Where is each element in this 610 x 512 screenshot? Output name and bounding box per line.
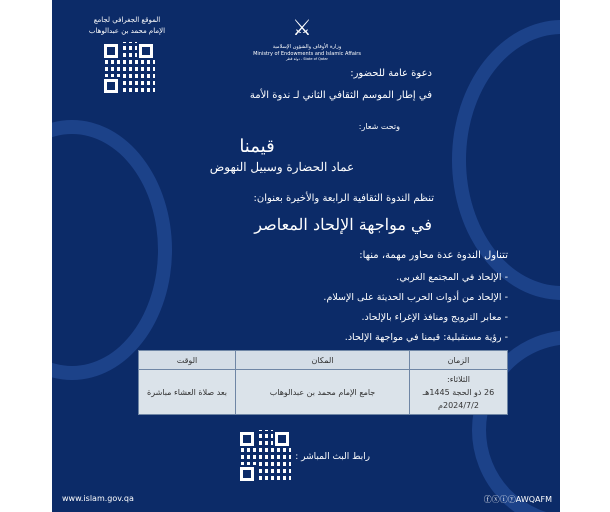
date-cell: الثلاثاء: 26 ذو الحجة 1445هـ 2024/7/2م — [410, 370, 508, 415]
ministry-emblem-icon: ⚔ — [292, 16, 312, 41]
social-icons: ⓕⓧⓘⓨ — [483, 495, 516, 504]
live-stream-qr-code[interactable] — [238, 430, 291, 483]
topic-item: - رؤية مستقبلية: قيمنا في مواجهة الإلحاد. — [344, 332, 508, 343]
topic-item: - الإلحاد من أدوات الحرب الحديثة على الإسلام. — [323, 292, 508, 303]
event-poster — [52, 0, 560, 512]
organizer-text: تنظم الندوة الثقافية الرابعة والأخيرة بعنوان: — [253, 193, 434, 204]
header-time: الزمان — [410, 351, 508, 370]
header-hour: الوقت — [139, 351, 236, 370]
place-cell: جامع الإمام محمد بن عبدالوهاب — [236, 370, 410, 415]
live-stream-label: رابط البث المباشر : — [295, 452, 370, 462]
invitation-text: دعوة عامة للحضور: — [350, 68, 432, 79]
location-qr-code[interactable] — [102, 42, 155, 95]
state-label: State of Qatar - دولة قطر — [286, 57, 328, 61]
location-label: الإمام محمد بن عبدالوهاب — [88, 27, 166, 35]
seminar-title: في مواجهة الإلحاد المعاصر — [254, 215, 432, 234]
slogan-main: قيمنا — [239, 136, 275, 157]
slogan-sub: عماد الحضارة وسبيل النهوض — [209, 160, 355, 174]
ministry-name-ar: وزارة الأوقاف والشؤون الإسلامية — [272, 44, 342, 50]
header-place: المكان — [236, 351, 410, 370]
location-label: الموقع الجغرافي لجامع — [93, 16, 161, 24]
slogan-label: وتحت شعار: — [358, 122, 400, 131]
time-cell: بعد صلاة العشاء مباشرة — [139, 370, 236, 415]
schedule-table — [138, 350, 508, 415]
website-link[interactable]: www.islam.gov.qa — [62, 494, 134, 503]
social-handle[interactable]: ⓕⓧⓘⓨAWQAFM — [483, 495, 552, 504]
topics-list — [323, 268, 508, 348]
topics-heading: تتناول الندوة عدة محاور مهمة، منها: — [359, 250, 508, 261]
topic-item: - معابر الترويج ومنافذ الإغراء بالإلحاد. — [361, 312, 508, 323]
topic-item: - الإلحاد في المجتمع الغربي. — [396, 272, 508, 283]
ministry-name-en: Ministry of Endowments and Islamic Affairs — [253, 51, 361, 57]
context-text: في إطار الموسم الثقافي الثاني لـ ندوة الأمة — [249, 90, 432, 101]
decorative-swirl — [52, 120, 172, 380]
